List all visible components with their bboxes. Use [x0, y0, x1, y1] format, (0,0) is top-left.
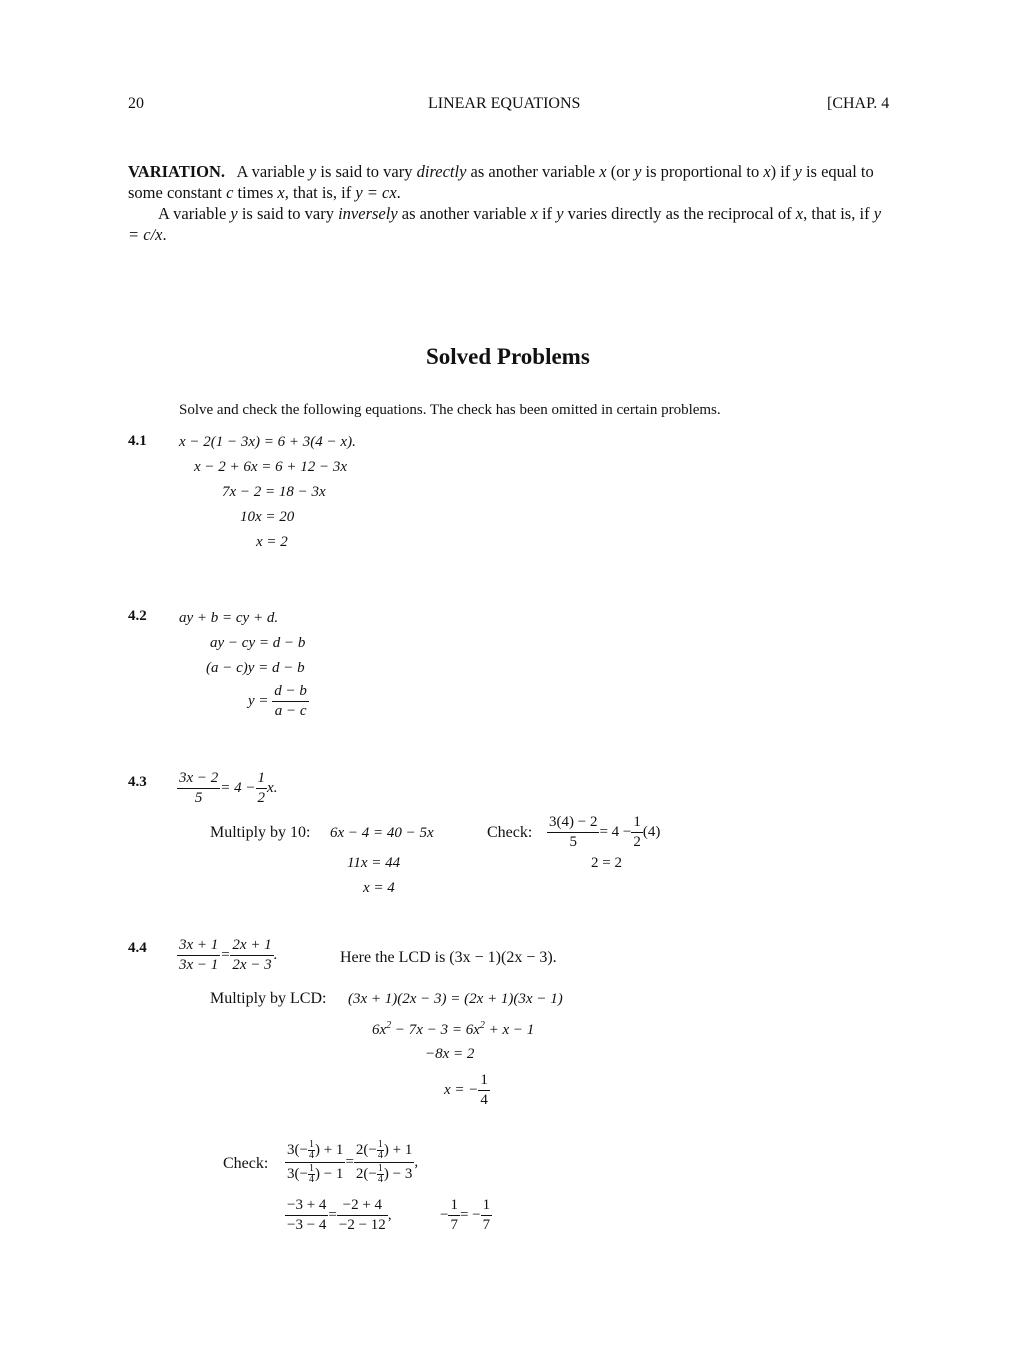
check-result: 2 = 2: [591, 855, 622, 871]
running-title: LINEAR EQUATIONS: [428, 95, 581, 112]
numerator: −2 + 4: [337, 1197, 388, 1216]
text: is said to vary: [316, 162, 417, 181]
check-equation: [547, 814, 660, 851]
text: =: [220, 946, 231, 963]
multiply-label: Multiply by 10:: [210, 824, 311, 841]
numerator: 1: [308, 1139, 314, 1150]
text: A variable: [236, 162, 309, 181]
equation-line: −8x = 2: [425, 1046, 475, 1062]
equation-line: [372, 1020, 534, 1039]
page-number: 20: [128, 95, 144, 112]
text: ) − 1: [314, 1165, 344, 1182]
text: .: [396, 183, 401, 202]
denominator: a − c: [274, 703, 307, 719]
lhs: y =: [248, 692, 269, 709]
exponent: 2: [386, 1020, 392, 1031]
numerator: 3(4) − 2: [547, 814, 599, 833]
problem-number: 4.2: [128, 608, 147, 624]
lcd-note: Here the LCD is (3x − 1)(2x − 3).: [340, 949, 557, 966]
text: ,: [387, 1206, 392, 1223]
equation-line: 11x = 44: [347, 855, 401, 871]
text: ) − 3: [383, 1165, 413, 1182]
problem-number: 4.1: [128, 433, 147, 449]
check-equation: [285, 1197, 392, 1234]
text: 3(−: [287, 1141, 308, 1158]
text: ) + 1: [314, 1141, 344, 1158]
text: as another variable: [397, 204, 531, 223]
text: 6x: [372, 1022, 387, 1038]
denominator: 7: [482, 1217, 491, 1233]
numerator: 1: [308, 1163, 314, 1174]
var: x: [599, 162, 607, 181]
numerator: −3 + 4: [285, 1197, 328, 1216]
var: c: [226, 183, 234, 202]
text: ,: [414, 1153, 419, 1170]
numerator: 3x + 1: [177, 937, 220, 956]
chapter-label: [CHAP. 4: [827, 95, 890, 112]
term-inversely: inversely: [338, 204, 398, 223]
equation-line: 6x − 4 = 40 − 5x: [330, 825, 434, 841]
text: is proportional to: [641, 162, 764, 181]
denominator: 3x − 1: [179, 957, 219, 973]
text: .: [162, 225, 167, 244]
problem-number: 4.4: [128, 940, 147, 956]
denominator: 4: [377, 1174, 383, 1185]
numerator: 1: [448, 1197, 460, 1216]
text: times: [233, 183, 278, 202]
multiply-label: Multiply by LCD:: [210, 990, 327, 1007]
text: − 7x − 3 = 6x: [391, 1022, 480, 1038]
numerator: 1: [481, 1197, 493, 1216]
variation-heading: VARIATION.: [128, 162, 226, 181]
denominator: 2: [633, 834, 641, 850]
text: 2(−: [355, 1141, 377, 1158]
intro-text: Solve and check the following equations. The check has been omitted in certain problems.: [179, 402, 721, 418]
text: (or: [606, 162, 635, 181]
text: 3(−: [287, 1165, 308, 1182]
text: = −: [459, 1206, 481, 1223]
numerator: 3x − 2: [177, 770, 220, 789]
equation-inverse: y = c/x: [128, 204, 882, 244]
text: = 4 −: [599, 823, 632, 840]
var: y: [794, 162, 802, 181]
equation-line: ay − cy = d − b: [210, 635, 306, 651]
text: , that is, if: [284, 183, 356, 202]
text: 2(−: [355, 1165, 377, 1182]
exponent: 2: [479, 1020, 485, 1031]
equation-line: x = 4: [363, 880, 395, 896]
equation-line: x = 2: [256, 534, 288, 550]
text: .: [273, 946, 278, 963]
equation-line: 7x − 2 = 18 − 3x: [222, 484, 326, 500]
numerator: 1: [256, 770, 268, 789]
denominator: 5: [194, 790, 203, 806]
equation-line: x − 2(1 − 3x) = 6 + 3(4 − x).: [179, 434, 356, 450]
text: + x − 1: [484, 1022, 535, 1038]
equation-line: [177, 937, 277, 974]
denominator: 4: [308, 1150, 314, 1161]
check-label: Check:: [487, 824, 533, 841]
text: x = −: [444, 1081, 479, 1098]
numerator: 1: [631, 814, 643, 833]
denominator: 4: [480, 1092, 488, 1108]
text: −: [440, 1206, 449, 1223]
text: ) if: [770, 162, 795, 181]
equation-line: 10x = 20: [240, 509, 295, 525]
numerator: 2x + 1: [230, 937, 273, 956]
equation-line: (3x + 1)(2x − 3) = (2x + 1)(3x − 1): [348, 991, 563, 1007]
equation-line: x − 2 + 6x = 6 + 12 − 3x: [194, 459, 348, 475]
variation-paragraph: [128, 161, 894, 245]
text: (4): [642, 823, 661, 840]
text: is said to vary: [237, 204, 339, 223]
denominator: 5: [569, 834, 577, 850]
denominator: 4: [308, 1174, 314, 1185]
text: ) + 1: [383, 1141, 413, 1158]
text: as another variable: [466, 162, 600, 181]
text: x.: [267, 779, 278, 796]
equation-direct: y = cx: [355, 183, 397, 202]
text: if: [537, 204, 557, 223]
denominator: −3 − 4: [287, 1217, 327, 1233]
denominator: −2 − 12: [338, 1217, 386, 1233]
var: x: [763, 162, 771, 181]
check-equation: [285, 1140, 418, 1185]
equation-line: [177, 770, 277, 807]
equation-line: [444, 1072, 490, 1109]
numerator: 1: [377, 1163, 383, 1174]
numerator: d − b: [272, 683, 309, 702]
var: x: [795, 204, 804, 223]
equation-line: (a − c)y = d − b: [206, 660, 305, 676]
var: y: [230, 204, 238, 223]
section-title: Solved Problems: [426, 344, 590, 369]
denominator: 4: [377, 1150, 383, 1161]
check-equation: [440, 1197, 492, 1234]
check-label: Check:: [223, 1155, 269, 1172]
text: is equal to some constant: [128, 162, 874, 202]
equation-line: ay + b = cy + d.: [179, 610, 279, 626]
var: x: [530, 204, 538, 223]
text: =: [328, 1206, 337, 1223]
numerator: 1: [377, 1139, 383, 1150]
numerator: 1: [478, 1072, 490, 1091]
denominator: 7: [450, 1217, 458, 1233]
var: y: [556, 204, 564, 223]
var: y: [634, 162, 642, 181]
term-directly: directly: [416, 162, 467, 181]
denominator: 2: [257, 790, 266, 806]
text: A variable: [158, 204, 231, 223]
text: , that is, if: [803, 204, 874, 223]
text: =: [345, 1153, 354, 1170]
text: varies directly as the reciprocal of: [563, 204, 796, 223]
var: x: [277, 183, 285, 202]
equation-fraction-line: [248, 683, 309, 720]
denominator: 2x − 3: [232, 957, 272, 973]
text: = 4 −: [220, 779, 256, 796]
var: y: [308, 162, 317, 181]
problem-number: 4.3: [128, 774, 147, 790]
